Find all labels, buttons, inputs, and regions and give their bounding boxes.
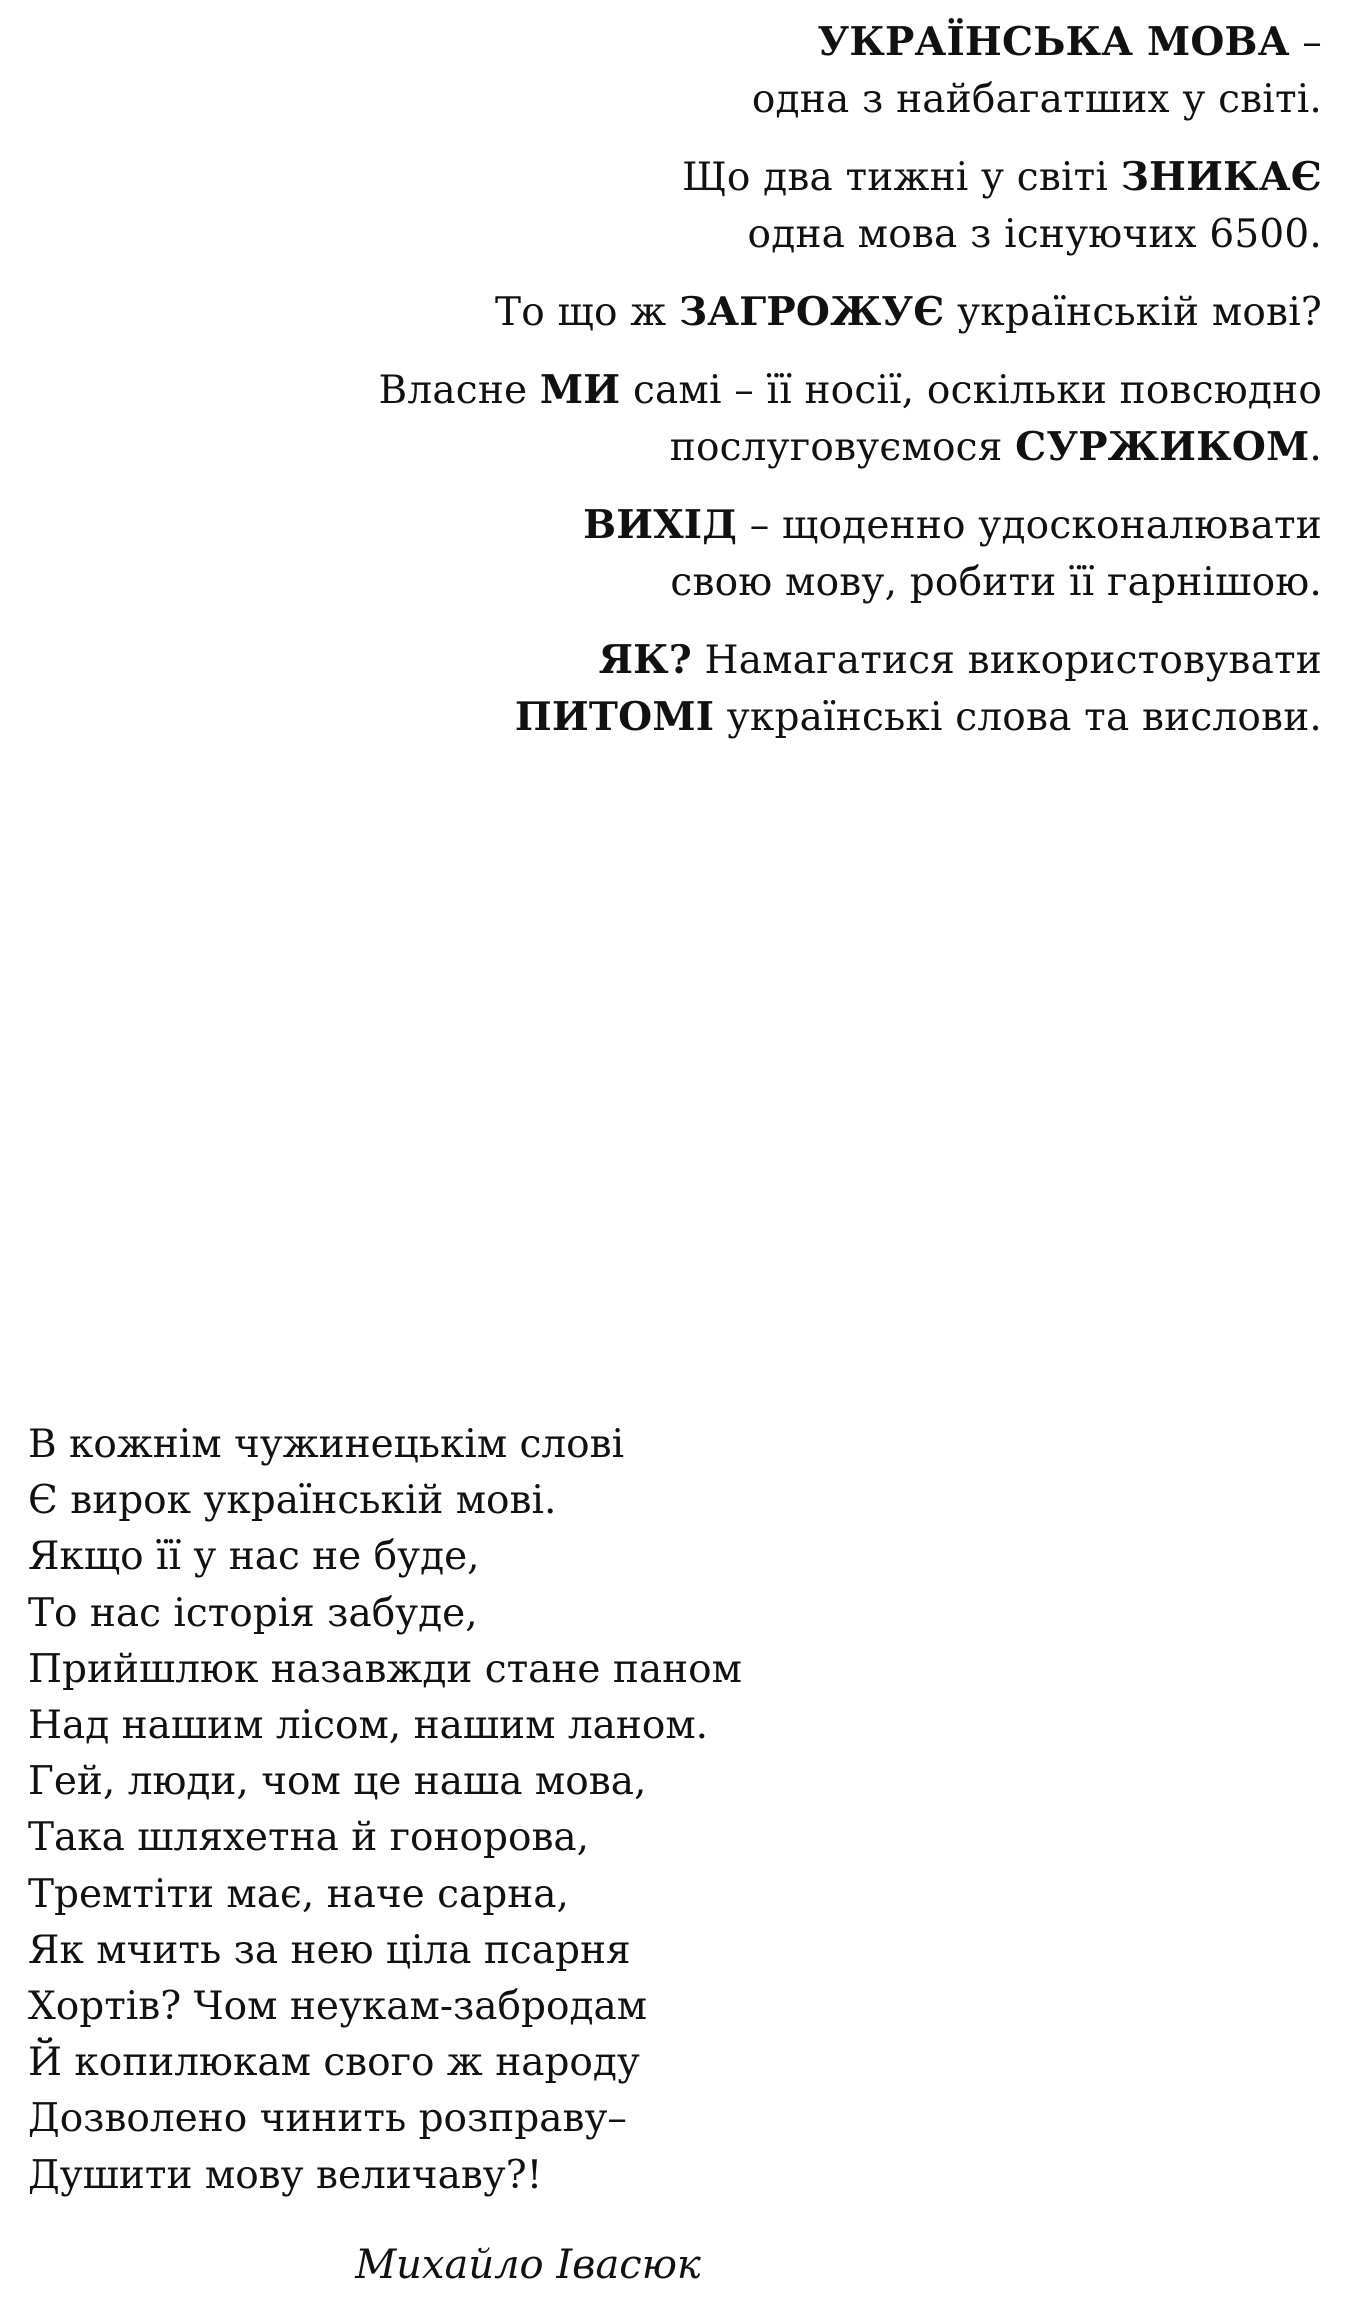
intro-bold-text: СУРЖИКОМ [1015, 424, 1310, 470]
intro-text-run: самі – її носії, оскільки повсюдно [620, 368, 1322, 413]
poem-line: Тремтіти має, наче сарна, [28, 1871, 569, 1917]
poem-line: Якщо її у нас не буде, [28, 1534, 480, 1580]
poem-line: Прийшлюк назавжди стане паном [28, 1646, 742, 1692]
intro-text-run: Намагатися використовувати [691, 638, 1322, 683]
poem-line: Є вирок українській мові. [28, 1478, 557, 1524]
poem-line: В кожнім чужинецькім слові [28, 1422, 625, 1467]
intro-bold-text: МИ [539, 367, 621, 413]
poem-line: Така шляхетна й гонорова, [28, 1815, 590, 1861]
intro-paragraph [222, 632, 1322, 746]
intro-bold-text: ВИХІД [583, 502, 738, 548]
poem-author: Михайло Івасюк [355, 2242, 701, 2288]
intro-text-run: – [1289, 20, 1322, 65]
intro-text-run: Що два тижні у світі [682, 155, 1121, 200]
intro-text [222, 14, 1322, 767]
intro-paragraph [222, 497, 1322, 611]
intro-text-run: українські слова та вислови. [714, 695, 1322, 740]
intro-bold-text: ЗАГРОЖУЄ [678, 289, 945, 335]
poem-line: Як мчить за нею ціла псарня [28, 1927, 631, 1973]
intro-bold-text: ПИТОМІ [514, 694, 715, 740]
poem-line: Дозволено чинить розправу– [28, 2096, 627, 2142]
intro-text-run: – щоденно удосконалювати [737, 503, 1322, 548]
poem-line: Над нашим лісом, нашим ланом. [28, 1703, 709, 1749]
intro-text-run: одна з найбагатших у світі. [751, 77, 1322, 122]
intro-paragraph [222, 149, 1322, 263]
intro-bold-text: ЗНИКАЄ [1120, 154, 1322, 200]
intro-bold-text: ЯК? [598, 637, 692, 683]
poem-line: Й копилюкам свого ж народу [28, 2040, 640, 2086]
intro-paragraph [222, 284, 1322, 341]
intro-paragraph [222, 14, 1322, 128]
intro-text-run: українській мові? [944, 290, 1322, 335]
poem [28, 1417, 1028, 2204]
poem-line: То нас історія забуде, [28, 1590, 478, 1636]
poem-line: Душити мову величаву?! [28, 2152, 543, 2198]
intro-bold-text: УКРАЇНСЬКА МОВА [817, 19, 1290, 65]
poem-line: Гей, люди, чом це наша мова, [28, 1759, 647, 1805]
intro-text-run: одна мова з існуючих 6500. [747, 212, 1322, 257]
intro-text-run: свою мову, робити її гарнішою. [670, 560, 1322, 605]
intro-text-run: То що ж [495, 290, 679, 335]
intro-text-run: Власне [378, 368, 540, 413]
intro-text-run: послуговуємося [669, 425, 1016, 470]
intro-text-run: . [1309, 425, 1322, 470]
intro-paragraph [222, 362, 1322, 476]
poem-line: Хортів? Чом неукам-забродам [28, 1984, 648, 2030]
